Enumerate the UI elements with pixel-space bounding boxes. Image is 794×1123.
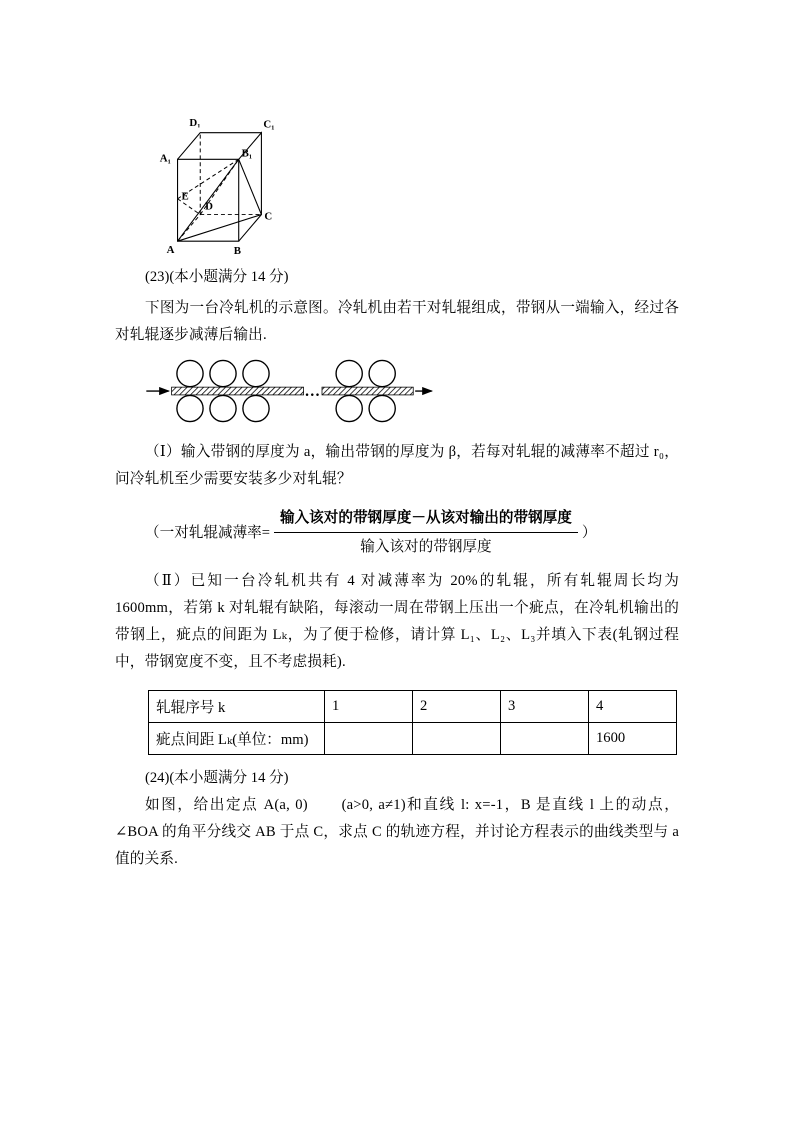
table-cell (325, 723, 413, 755)
table-cell (501, 723, 589, 755)
steel-strip-left (172, 387, 304, 395)
defect-spacing-table (148, 690, 677, 755)
question-24-body: 如图，给出定点 A(a, 0) (a>0, a≠1)和直线 l: x=-1，B 是直线 l 上的动点，∠BOA 的角平分线交 AB 于点 C，求点 C 的轨迹方程，并讨论方程表示的曲线类型与 a 值的关系. (115, 797, 679, 867)
rolling-mill-diagram (143, 359, 435, 425)
vertex-label-a: A (166, 244, 175, 256)
question-23-part2: （Ⅱ）已知一台冷轧机共有 4 对减薄率为 20%的轧辊，所有轧辊周长均为 1600mm，若第 k 对轧辊有缺陷，每滚动一周在带钢上压出一个疵点，在冷轧机输出的带钢上，疵点的间距为 Lₖ，为了便于检修，请计算 L₁、L₂、L₃并填入下表(轧钢过程中，带钢宽度不变，且不考虑损耗). (115, 573, 679, 670)
vertex-label-c: C (264, 210, 273, 223)
table-cell: 1600 (589, 723, 677, 755)
question-23-part1: （Ⅰ）输入带钢的厚度为 a，输出带钢的厚度为 β，若每对轧辊的减薄率不超过 r₀，问冷轧机至少需要安装多少对轧辊？ (115, 444, 679, 487)
table-row-values (149, 723, 677, 755)
formula-prefix: （一对轧辊减薄率= (145, 524, 270, 541)
formula-denominator: 输入该对的带钢厚度 (360, 539, 492, 555)
vertex-label-d1: D₁ (189, 116, 201, 129)
vertex-label-d: D (205, 200, 214, 213)
vertex-label-e: E (181, 190, 189, 203)
ellipsis-dots: … (304, 382, 321, 400)
vertex-label-b: B (233, 245, 242, 256)
table-cell (413, 723, 501, 755)
prism-figure-container (155, 108, 679, 256)
prism-figure (155, 108, 281, 256)
table-cell: 4 (589, 691, 677, 723)
table-cell: 疵点间距 Lₖ(单位：mm) (149, 723, 325, 755)
table-cell: 2 (413, 691, 501, 723)
rolling-mill-diagram-container (143, 359, 679, 425)
formula-numerator: 输入该对的带钢厚度－从该对输出的带钢厚度 (274, 507, 578, 533)
vertex-label-c1: C₁ (263, 118, 275, 131)
table-cell: 轧辊序号 k (149, 691, 325, 723)
question-23-heading: (23)(本小题满分 14 分) (145, 269, 289, 285)
formula-suffix: ） (581, 524, 597, 541)
question-23-intro: 下图为一台冷轧机的示意图。冷轧机由若干对轧辊组成，带钢从一端输入，经过各对轧辊逐步减薄后输出. (115, 300, 679, 343)
table-cell: 1 (325, 691, 413, 723)
formula-fraction (274, 507, 578, 558)
reduction-rate-formula (145, 507, 679, 558)
vertex-label-b1: B₁ (241, 147, 253, 160)
question-24-heading: (24)(本小题满分 14 分) (145, 770, 289, 786)
table-row-header (149, 691, 677, 723)
vertex-label-a1: A₁ (159, 152, 171, 165)
steel-strip-right (322, 387, 413, 395)
table-cell: 3 (501, 691, 589, 723)
